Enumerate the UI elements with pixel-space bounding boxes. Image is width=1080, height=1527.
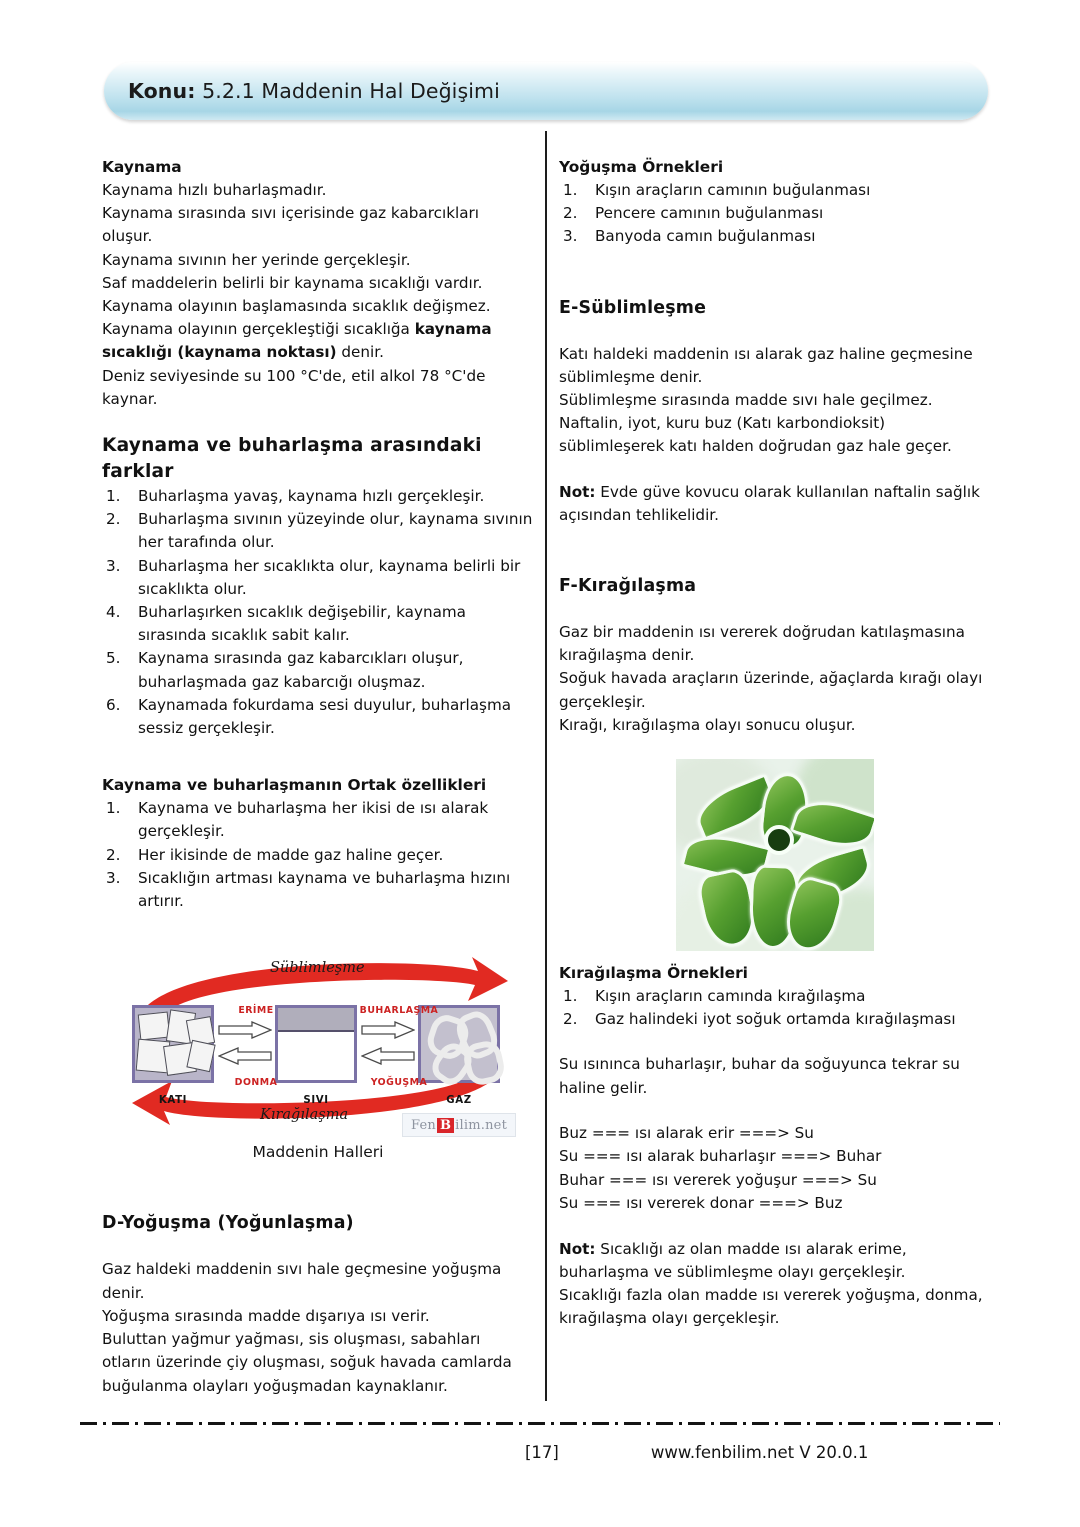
condensation-label: YOĞUŞMA xyxy=(370,1077,428,1089)
sublimation-label: Süblimleşme xyxy=(270,960,365,977)
list-item xyxy=(559,179,991,202)
list-marker: 3. xyxy=(106,556,121,575)
liquid-state-label: SIVI xyxy=(303,1095,329,1107)
deposition-label: Kırağılaşma xyxy=(260,1107,349,1124)
list-item xyxy=(559,985,991,1008)
list-item xyxy=(559,225,991,248)
topic-header-text xyxy=(128,79,500,103)
list-item xyxy=(102,485,534,508)
states-of-matter-diagram xyxy=(118,947,518,1137)
yogusma-ornek-3: Banyoda camın buğulanması xyxy=(595,227,816,246)
frost-leaves-photo xyxy=(676,759,874,951)
farklar-item-2: Buharlaşma sıvının yüzeyinde olur, kaynama sıvının her tarafında olur. xyxy=(138,510,533,552)
final-note-line-1: Sıcaklığı az olan madde ısı alarak erime, buharlaşma ve süblimleşme olayı gerçekleşir. xyxy=(559,1239,907,1282)
list-marker: 3. xyxy=(563,227,578,246)
list-marker: 6. xyxy=(106,695,121,714)
yogusma-ornek-1: Kışın araçların camının buğulanması xyxy=(595,181,871,199)
sublimlesme-line-2: Süblimleşme sırasında madde sıvı hale geçilmez. xyxy=(559,391,933,410)
farklar-item-4: Buharlaşırken sıcaklık değişebilir, kaynama sırasında sıcaklık sabit kalır. xyxy=(138,603,466,645)
list-item xyxy=(559,1008,991,1031)
watermark-post: ilim.net xyxy=(455,1117,507,1133)
watermark-pre: Fen xyxy=(410,1117,436,1133)
page-number: [17] xyxy=(525,1443,559,1462)
topic-header-bar xyxy=(104,62,988,120)
phase-change-equations xyxy=(559,1122,991,1216)
farklar-item-3: Buharlaşma her sıcaklıkta olur, kaynama belirli bir sıcaklıkta olur. xyxy=(138,556,521,598)
sublimlesme-heading: E-Süblimleşme xyxy=(559,297,707,318)
sublimlesme-note xyxy=(559,481,991,527)
kaynama-line-3: Kaynama sıvının her yerinde gerçekleşir. xyxy=(102,250,411,269)
kiragilasma-ornek-2: Gaz halindeki iyot soğuk ortamda kırağılaşması xyxy=(595,1010,956,1029)
kaynama-def-post: denir. xyxy=(336,343,384,362)
left-column xyxy=(102,156,534,1398)
column-divider xyxy=(545,131,547,1401)
kaynama-line-2: Kaynama sırasında sıvı içerisinde gaz kabarcıkları oluşur. xyxy=(102,204,479,246)
footer xyxy=(80,1443,1000,1462)
equation-2: Su === ısı alarak buharlaşır ===> Buhar xyxy=(559,1147,882,1166)
melting-arrow-icon xyxy=(218,1021,272,1039)
list-item xyxy=(102,694,534,740)
su-dongusu-text: Su ısınınca buharlaşır, buhar da soğuyunca tekrar su haline gelir. xyxy=(559,1055,960,1097)
list-marker: 2. xyxy=(563,1010,578,1029)
list-marker: 5. xyxy=(106,649,121,668)
freezing-label: DONMA xyxy=(234,1077,278,1089)
farklar-item-1: Buharlaşma yavaş, kaynama hızlı gerçekleşir. xyxy=(138,487,485,506)
kiragilasma-line-2: Soğuk havada araçların üzerinde, ağaçlarda kırağı olayı gerçekleşir. xyxy=(559,669,983,711)
topic-header-title: 5.2.1 Maddenin Hal Değişimi xyxy=(202,79,500,103)
ortak-list xyxy=(102,797,534,913)
list-marker: 2. xyxy=(106,510,121,529)
diagram-caption: Maddenin Halleri xyxy=(252,1143,384,1162)
list-item xyxy=(559,202,991,225)
list-item xyxy=(102,647,534,693)
list-marker: 1. xyxy=(563,987,578,1006)
freezing-arrow-icon xyxy=(218,1047,272,1065)
kaynama-definition-sentence xyxy=(102,318,534,364)
watermark-chip: B xyxy=(437,1118,454,1133)
sublimlesme-line-3: Naftalin, iyot, kuru buz (Katı karbondioksit) süblimleşerek katı halden doğrudan gaz hale geçer. xyxy=(559,414,952,456)
condensation-arrow-icon xyxy=(361,1047,415,1065)
kaynama-line-4: Saf maddelerin belirli bir kaynama sıcaklığı vardır. xyxy=(102,273,483,292)
list-item xyxy=(102,555,534,601)
kaynama-def-pre: Kaynama olayının gerçekleştiği sıcaklığa xyxy=(102,320,415,339)
list-marker: 3. xyxy=(106,868,121,887)
ortak-heading: Kaynama ve buharlaşmanın Ortak özellikleri xyxy=(102,776,487,795)
sublimlesme-line-1: Katı haldeki maddenin ısı alarak gaz haline geçmesine süblimleşme denir. xyxy=(559,344,973,386)
farklar-item-6: Kaynamada fokurdama sesi duyulur, buharlaşma sessiz gerçekleşir. xyxy=(138,695,512,738)
kaynama-def-term: kaynama sıcaklığı (kaynama noktası) xyxy=(102,320,492,362)
kaynama-boiling-points: Deniz seviyesinde su 100 °C'de, etil alkol 78 °C'de kaynar. xyxy=(102,366,486,408)
yogusma-ornekleri-list xyxy=(559,179,991,249)
list-marker: 4. xyxy=(106,603,121,622)
ortak-item-3: Sıcaklığın artması kaynama ve buharlaşma hızını artırır. xyxy=(138,868,511,911)
list-marker: 2. xyxy=(106,845,121,864)
ice-chunk xyxy=(138,1012,171,1041)
kiragilasma-heading: F-Kırağılaşma xyxy=(559,576,697,597)
vaporization-arrow-icon xyxy=(361,1021,415,1039)
equation-1: Buz === ısı alarak erir ===> Su xyxy=(559,1123,814,1142)
kiragilasma-ornekleri-list xyxy=(559,985,991,1031)
list-marker: 1. xyxy=(563,181,578,199)
yogusma-line-3: Buluttan yağmur yağması, sis oluşması, sabahları otların üzerinde çiy oluşması, soğuk havada camlarda buğulanma olayları yoğuşmadan kaynaklanır. xyxy=(102,1330,512,1395)
fenbilim-watermark xyxy=(402,1113,516,1137)
yogusma-ornekleri-heading: Yoğuşma Örnekleri xyxy=(559,158,724,176)
site-version-text: www.fenbilim.net V 20.0.1 xyxy=(650,1443,869,1462)
farklar-item-5: Kaynama sırasında gaz kabarcıkları oluşur, buharlaşmada gaz kabarcığı oluşmaz. xyxy=(138,649,464,691)
solid-state-box xyxy=(132,1005,214,1083)
topic-header-label: Konu: xyxy=(128,79,196,103)
leaf-center xyxy=(764,825,794,855)
final-note-line-2: Sıcaklığı fazla olan madde ısı vererek yoğuşma, donma, kırağılaşma olayı gerçekleşir. xyxy=(559,1286,983,1328)
yogusma-line-1: Gaz haldeki maddenin sıvı hale geçmesine yoğuşma denir. xyxy=(102,1260,502,1302)
ortak-item-1: Kaynama ve buharlaşma her ikisi de ısı alarak gerçekleşir. xyxy=(138,799,489,841)
list-item xyxy=(102,601,534,647)
gas-state-label: GAZ xyxy=(446,1095,472,1107)
list-marker: 2. xyxy=(563,204,578,223)
note-text: Evde güve kovucu olarak kullanılan naftalin sağlık açısından tehlikelidir. xyxy=(559,482,980,524)
yogusma-line-2: Yoğuşma sırasında madde dışarıya ısı verir. xyxy=(102,1306,430,1325)
ice-chunk xyxy=(186,1040,215,1072)
melting-label: ERİME xyxy=(238,1005,274,1017)
footer-divider-line xyxy=(80,1422,1000,1425)
equation-4: Su === ısı vererek donar ===> Buz xyxy=(559,1194,843,1213)
equation-3: Buhar === ısı vererek yoğuşur ===> Su xyxy=(559,1170,877,1189)
kiragilasma-ornekleri-heading: Kırağılaşma Örnekleri xyxy=(559,964,748,983)
list-marker: 1. xyxy=(106,799,121,818)
solid-state-label: KATI xyxy=(158,1095,188,1107)
kiragilasma-line-3: Kırağı, kırağılaşma olayı sonucu oluşur. xyxy=(559,715,856,734)
list-marker: 1. xyxy=(106,487,121,506)
vaporization-label: BUHARLAŞMA xyxy=(359,1005,439,1017)
list-item xyxy=(102,844,534,867)
yogusma-heading: D-Yoğuşma (Yoğunlaşma) xyxy=(102,1213,354,1234)
ortak-item-2: Her ikisinde de madde gaz haline geçer. xyxy=(138,845,444,864)
right-column xyxy=(559,156,991,1331)
kaynama-line-5: Kaynama olayının başlamasında sıcaklık değişmez. xyxy=(102,297,491,316)
note-label: Not: xyxy=(559,482,596,501)
list-item xyxy=(102,797,534,843)
kaynama-line-1: Kaynama hızlı buharlaşmadır. xyxy=(102,181,327,199)
list-item xyxy=(102,867,534,913)
farklar-list xyxy=(102,485,534,740)
yogusma-ornek-2: Pencere camının buğulanması xyxy=(595,204,824,223)
final-note-first xyxy=(559,1238,991,1284)
kiragilasma-ornek-1: Kışın araçların camında kırağılaşma xyxy=(595,987,866,1006)
kaynama-heading: Kaynama xyxy=(102,158,182,176)
farklar-heading: Kaynama ve buharlaşma arasındaki farklar xyxy=(102,435,482,483)
kiragilasma-line-1: Gaz bir maddenin ısı vererek doğrudan katılaşmasına kırağılaşma denir. xyxy=(559,623,965,665)
final-note-label: Not: xyxy=(559,1239,596,1258)
list-item xyxy=(102,508,534,554)
